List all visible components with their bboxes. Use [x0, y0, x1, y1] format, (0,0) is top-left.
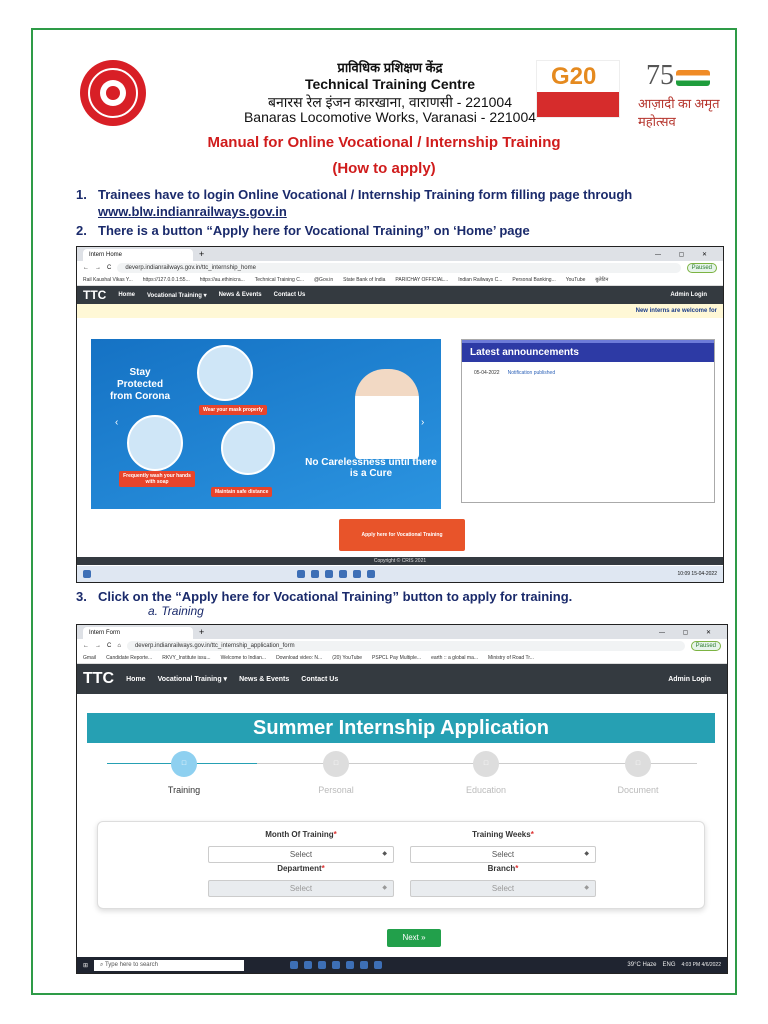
new-tab-icon[interactable]: + — [199, 627, 205, 637]
nav-news-events[interactable]: News & Events — [239, 675, 290, 683]
start-icon[interactable] — [83, 570, 91, 578]
hindi-address: बनारस रेल इंजन कारखाना, वाराणसी - 221004 — [268, 94, 512, 110]
substep-training: a. Training — [148, 604, 204, 618]
next-button[interactable]: Next » — [387, 929, 441, 947]
step-education-icon[interactable]: □ — [473, 751, 499, 777]
taskbar-clock: 4:03 PM 4/6/2022 — [681, 961, 721, 968]
ttc-brand[interactable]: TTC — [83, 288, 107, 302]
indian-railways-logo — [80, 60, 146, 126]
admin-login-button[interactable]: Admin Login — [668, 675, 711, 683]
nav-vocational-training[interactable]: Vocational Training ▾ — [157, 676, 228, 683]
form-stepper — [77, 749, 727, 799]
blw-link[interactable]: www.blw.indianrailways.gov.in — [98, 204, 287, 219]
windows-start-icon[interactable]: ⊞ — [83, 962, 89, 969]
application-form-screenshot — [76, 624, 728, 974]
english-title: Technical Training Centre — [304, 76, 476, 92]
nav-home[interactable]: Home — [126, 675, 146, 683]
training-form-card — [97, 821, 705, 909]
forward-icon[interactable]: → — [95, 265, 101, 271]
select-caret-icon: ◆ — [382, 885, 387, 891]
manual-subtitle: (How to apply) — [332, 160, 436, 177]
hindi-title: प्राविधिक प्रशिक्षण केंद्र — [337, 60, 443, 75]
address-bar[interactable]: deverp.indianrailways.gov.in/ttc_internship_home — [117, 263, 680, 273]
back-icon[interactable]: ← — [83, 643, 89, 649]
home-page-screenshot — [76, 246, 724, 583]
month-of-training-label: Month Of Training* — [265, 830, 337, 839]
covid-carousel: Stay Protected from Corona Wear your mask properly Frequently wash your hands with soap Maintain safe distance No Carelessness until there is a Cure ‹ › — [91, 339, 441, 509]
nav-home[interactable]: Home — [118, 292, 135, 298]
english-address: Banaras Locomotive Works, Varanasi - 221004 — [243, 109, 537, 125]
step-personal-label: Personal — [318, 785, 354, 795]
latest-announcements-panel: Latest announcements 05-04-2022 Notification published — [461, 339, 715, 503]
copyright: Copyright © CRIS 2021 — [77, 557, 723, 565]
admin-login-button[interactable]: Admin Login — [670, 292, 707, 298]
branch-label: Branch* — [487, 864, 519, 873]
home-icon[interactable]: ⌂ — [117, 643, 121, 649]
branch-select[interactable]: Select ◆ — [410, 880, 596, 897]
select-caret-icon: ◆ — [584, 851, 589, 857]
apply-vocational-training-button[interactable]: Apply here for Vocational Training — [339, 519, 465, 551]
forward-icon[interactable]: → — [95, 643, 101, 649]
weather-widget[interactable]: 39°C Haze — [627, 962, 657, 968]
ttc-brand[interactable]: TTC — [83, 670, 115, 687]
carousel-prev-icon[interactable]: ‹ — [115, 417, 119, 428]
g20-logo: G20 — [536, 60, 620, 118]
nav-contact-us[interactable]: Contact Us — [301, 675, 339, 683]
step-2: 2. There is a button “Apply here for Vocational Training” on ‘Home’ page — [76, 223, 530, 238]
nav-contact-us[interactable]: Contact Us — [273, 292, 306, 298]
nav-vocational-training[interactable]: Vocational Training ▾ — [147, 292, 207, 299]
training-weeks-label: Training Weeks* — [472, 830, 534, 839]
step-document-label: Document — [617, 785, 659, 795]
select-caret-icon: ◆ — [584, 885, 589, 891]
reload-icon[interactable]: C — [107, 643, 112, 649]
marquee-text: New interns are welcome for — [77, 304, 723, 318]
select-caret-icon: ◆ — [382, 851, 387, 857]
department-label: Department* — [277, 864, 325, 873]
step-training-icon[interactable]: □ — [171, 751, 197, 777]
bookmarks-bar: Gmail Candidate Reporte... RKVY_Institute issu... Welcome to Indian... Download video: N... (20) YouTube PSPCL Pay Multiple... earth :: a global ma... Ministry of Road Tr... — [77, 653, 727, 664]
step-3: 3. Click on the “Apply here for Vocational Training” button to apply for training. — [76, 589, 573, 604]
back-icon[interactable]: ← — [83, 265, 89, 271]
profile-paused-badge[interactable]: Paused — [691, 641, 721, 651]
step-personal-icon[interactable]: □ — [323, 751, 349, 777]
bookmarks-bar: Rail Kaushal Vikas Y... https://127.0.0.1:55... https://au.ethinicra... Technical Training C... @Gov.in State Bank of India PARICHAY OFFICIAL... Indian Railways C... Personal Banking... YouTube बुलेटिन — [77, 275, 723, 286]
azadi-ka-amrit-mahotsav-logo: 75 आज़ादी का अमृत महोत्सव — [638, 60, 720, 129]
language-indicator[interactable]: ENG — [662, 962, 676, 968]
step-education-label: Education — [465, 785, 507, 795]
taskbar-clock: 10:09 15-04-2022 — [677, 570, 717, 577]
training-weeks-select[interactable]: Select ◆ — [410, 846, 596, 863]
browser-tab[interactable]: Intern Home — [83, 249, 193, 261]
summer-internship-banner: Summer Internship Application — [87, 713, 715, 743]
browser-tab[interactable]: Intern Form — [83, 627, 193, 639]
step-document-icon[interactable]: □ — [625, 751, 651, 777]
notification-link[interactable]: Notification published — [507, 370, 556, 376]
windows-taskbar — [77, 957, 727, 973]
carousel-next-icon[interactable]: › — [421, 417, 425, 428]
manual-title: Manual for Online Vocational / Internship Training — [207, 134, 561, 151]
month-of-training-select[interactable]: Select ◆ — [208, 846, 394, 863]
department-select[interactable]: Select ◆ — [208, 880, 394, 897]
step-training-label: Training — [167, 785, 201, 795]
nav-news-events[interactable]: News & Events — [218, 292, 262, 298]
pm-image — [355, 369, 419, 459]
reload-icon[interactable]: C — [107, 265, 112, 271]
windows-taskbar — [77, 566, 723, 582]
profile-paused-badge[interactable]: Paused — [687, 263, 717, 273]
address-bar[interactable]: deverp.indianrailways.gov.in/ttc_internship_application_form — [127, 641, 685, 651]
new-tab-icon[interactable]: + — [199, 249, 205, 259]
window-controls-icon[interactable]: — ▢ ✕ — [658, 629, 719, 636]
taskbar-search[interactable]: ⌕ Type here to search — [94, 960, 244, 971]
step-1: 1. Trainees have to login Online Vocational / Internship Training form filling page through www.blw.indianrailways.gov.in — [76, 187, 633, 219]
window-controls-icon[interactable]: — ▢ ✕ — [654, 251, 715, 258]
